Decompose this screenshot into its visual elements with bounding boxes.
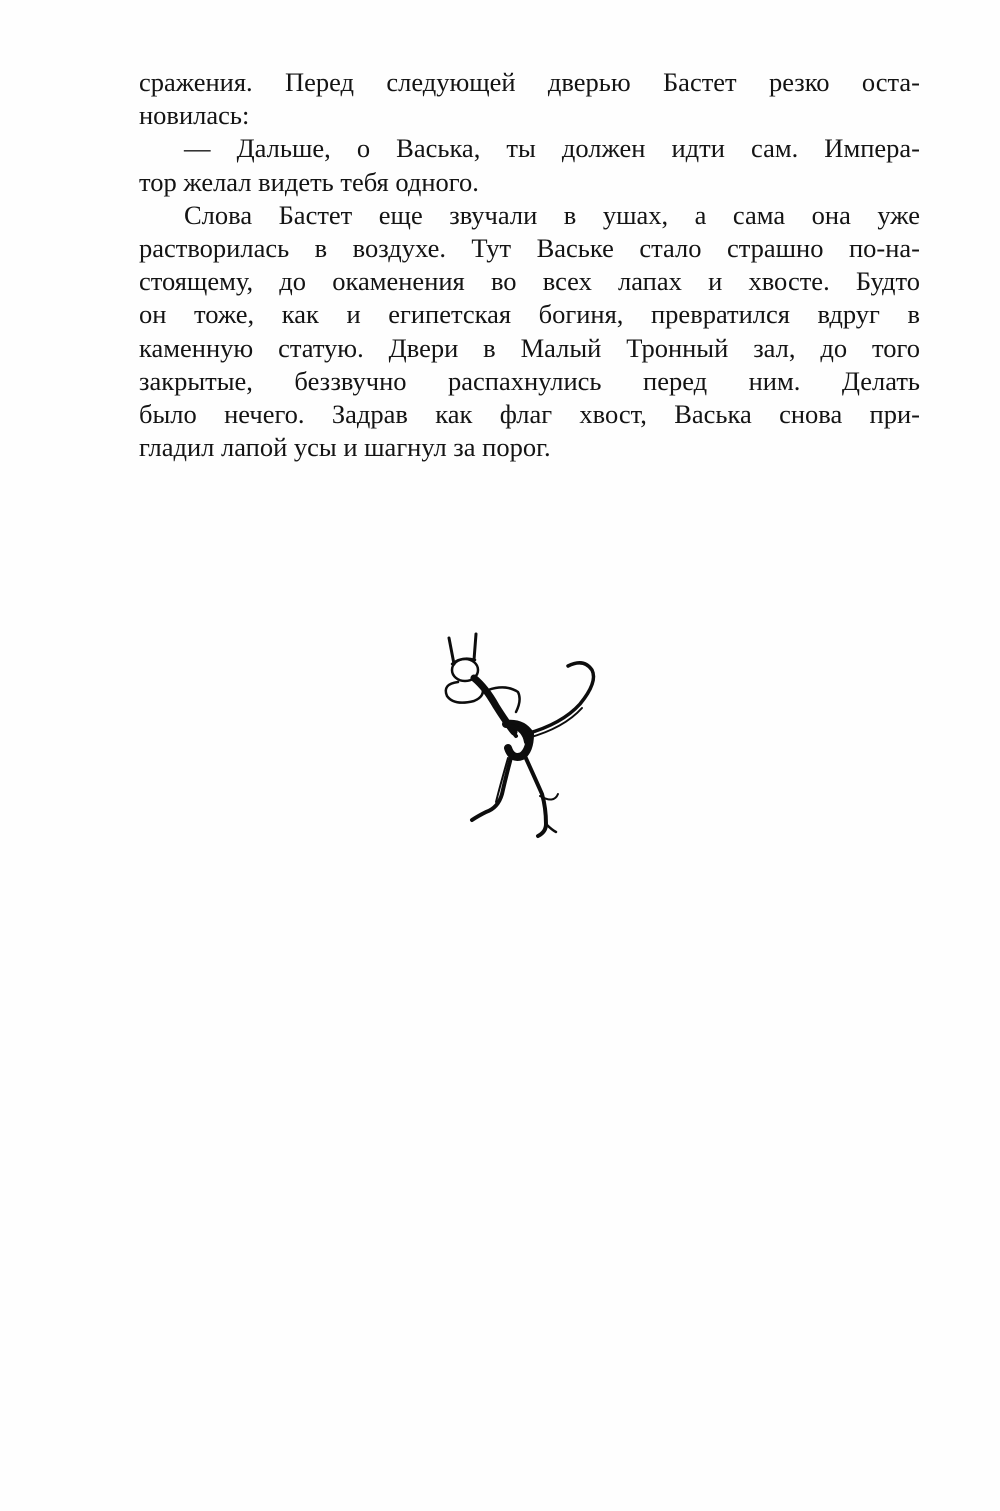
- text-line: — Дальше, о Васька, ты должен идти сам. Импера-: [184, 133, 920, 164]
- text-line: новилась:: [139, 100, 250, 131]
- text-line: Слова Бастет еще звучали в ушах, а сама она уже: [184, 199, 920, 230]
- cat-drawing-icon: [430, 626, 620, 846]
- text-line: растворилась в воздухе. Тут Ваське стало страшно по-на-: [139, 232, 920, 263]
- text-line: тор желал видеть тебя одного.: [139, 166, 479, 197]
- text-line: было нечего. Задрав как флаг хвост, Васька снова при-: [139, 398, 920, 429]
- text-line: сражения. Перед следующей дверью Бастет резко оста-: [139, 67, 920, 97]
- text-line: каменную статую. Двери в Малый Тронный зал, до того: [139, 332, 920, 363]
- body-text: [139, 66, 920, 464]
- text-line: закрытые, беззвучно распахнулись перед ним. Делать: [139, 365, 920, 396]
- text-line: гладил лапой усы и шагнул за порог.: [139, 432, 551, 463]
- text-line: он тоже, как и египетская богиня, превратился вдруг в: [139, 299, 920, 330]
- text-line: стоящему, до окаменения во всех лапах и хвосте. Будто: [139, 266, 920, 297]
